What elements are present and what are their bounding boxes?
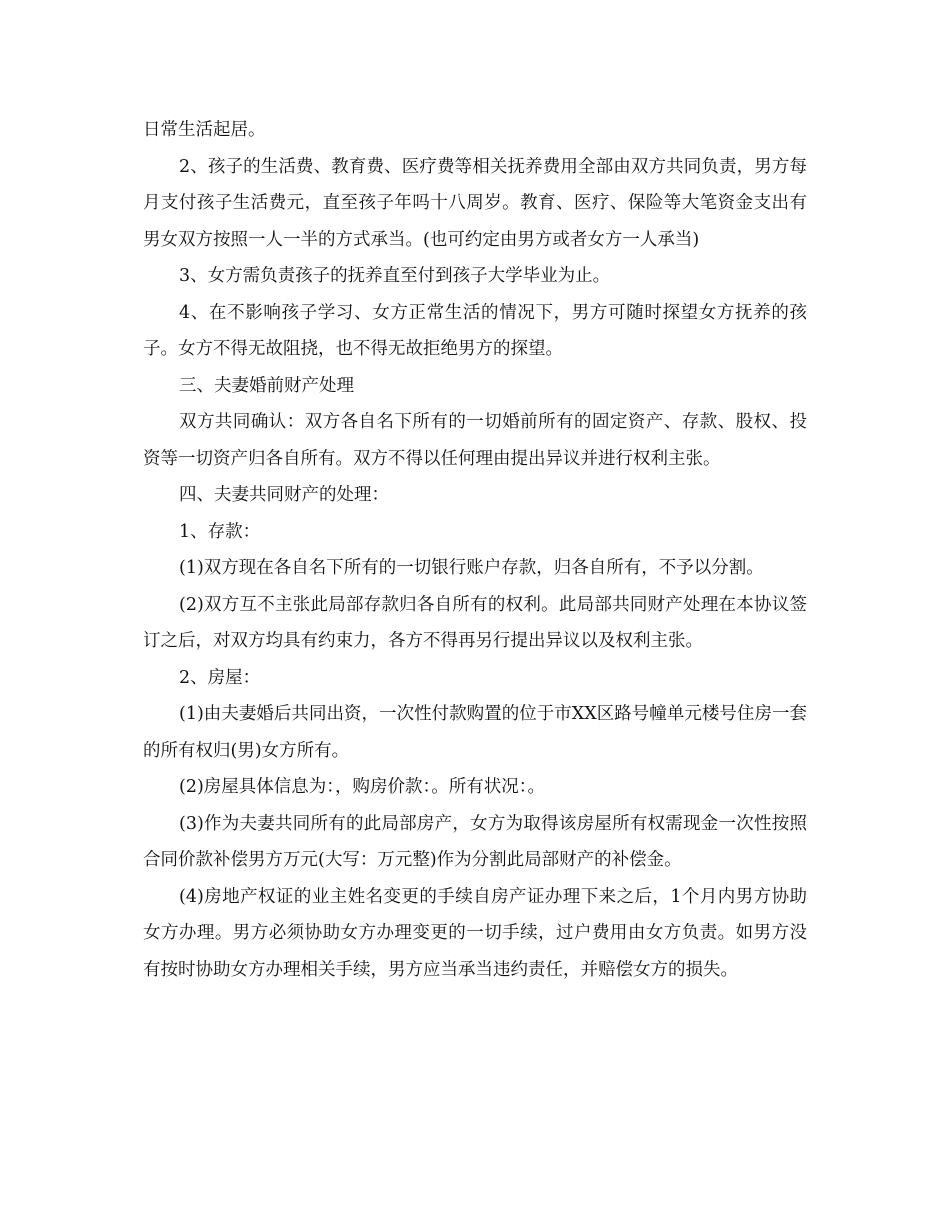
paragraph-visitation: 4、在不影响孩子学习、女方正常生活的情况下，男方可随时探望女方抚养的孩子。女方不得无故阻挠，也不得无故拒绝男方的探望。 bbox=[143, 302, 807, 359]
paragraph-child-support: 2、孩子的生活费、教育费、医疗费等相关抚养费用全部由双方共同负责，男方每月支付孩子生活费元，直至孩子年吗十八周岁。教育、医疗、保险等大笔资金支出有男女双方按照一人一半的方式承当。(也可约定由男方或者女方一人承当) bbox=[143, 156, 807, 250]
subheading-deposits: 1、存款： bbox=[179, 521, 261, 542]
paragraph-deposits-item-2: (2)双方互不主张此局部存款归各自所有的权利。此局部共同财产处理在本协议签订之后，对双方均具有约束力，各方不得再另行提出异议以及权利主张。 bbox=[143, 594, 807, 651]
section-heading-premarital-property: 三、夫妻婚前财产处理 bbox=[179, 375, 354, 396]
subheading-house: 2、房屋： bbox=[179, 667, 261, 688]
document-body bbox=[143, 112, 807, 988]
paragraph-house-item-4: (4)房地产权证的业主姓名变更的手续自房产证办理下来之后，1个月内男方协助女方办理。男方必须协助女方办理变更的一切手续，过户费用由女方负责。如男方没有按时协助女方办理相关手续，男方应当承当违约责任，并赔偿女方的损失。 bbox=[143, 886, 807, 980]
paragraph-house-item-1: (1)由夫妻婚后共同出资，一次性付款购置的位于市XX区路号幢单元楼号住房一套的所有权归(男)女方所有。 bbox=[143, 704, 807, 761]
paragraph-continuation: 日常生活起居。 bbox=[143, 120, 266, 140]
paragraph-mother-raising: 3、女方需负责孩子的抚养直至付到孩子大学毕业为止。 bbox=[179, 266, 611, 286]
paragraph-deposits-item-1: (1)双方现在各自名下所有的一切银行账户存款，归各自所有，不予以分割。 bbox=[179, 558, 764, 578]
section-heading-joint-property: 四、夫妻共同财产的处理： bbox=[179, 485, 389, 505]
paragraph-premarital-confirmation: 双方共同确认：双方各自名下所有的一切婚前所有的固定资产、存款、股权、投资等一切资产归各自所有。双方不得以任何理由提出异议并进行权利主张。 bbox=[143, 412, 807, 469]
paragraph-house-item-3: (3)作为夫妻共同所有的此局部房产，女方为取得该房屋所有权需现金一次性按照合同价款补偿男方万元(大写：万元整)作为分割此局部财产的补偿金。 bbox=[143, 813, 807, 870]
paragraph-house-item-2: (2)房屋具体信息为：，购房价款：。所有状况：。 bbox=[179, 777, 546, 797]
